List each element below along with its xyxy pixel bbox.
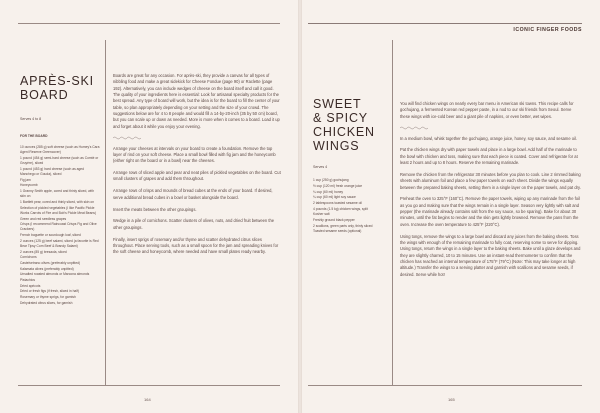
title-line: CHICKEN [313,125,375,139]
ingredient-item: 1 Granny Smith apple, cored and thinly sliced, with skin on [20,189,95,199]
ingredient-list-right [313,173,388,240]
intro-paragraphs [113,73,281,130]
body-paragraph: Arrange rows of crisps and mounds of bread cubes at the ends of your board. If desired, serve additional bread cubes in a bowl or basket alongside the board. [113,188,273,200]
title-line: BOARD [20,88,69,102]
bottom-rule-right [308,385,582,386]
ingredient-item: Dried apricots [20,283,41,288]
ingredient-item: Castelvetrano olives (preferably unpitted) [20,260,81,265]
column-divider-left [105,40,106,385]
right-body [400,101,582,284]
ingredient-item: Cornichons [20,255,37,260]
ingredient-item: 1 pound (454 g) semi-hard cheese (such as Comté or Gruyère), sliced [20,156,99,166]
ingredient-item: 1 cup (250 g) gochujang [313,178,349,183]
ingredient-items [313,178,388,234]
ingredient-item: 2 ounces (125 g) beef salami, sliced (a favorite is Red Bear Tipsy Corn Beef & Brandy Salami) [20,238,99,248]
body-paragraph: Finally, insert sprigs of rosemary and/or thyme and scatter dehydrated citrus slices throughout. Place serving tools, such as a small spoon for the jam and spreading knives for the soft cheese and honeycomb, where needed and have small plates ready nearby. [113,236,279,255]
ingredients-heading: FOR THE BOARD [20,134,48,139]
body-paragraph: Remove the chicken from the refrigerator 30 minutes before you plan to cook. Line 2 rimmed baking sheets with aluminum foil and place a few paper towels on each sheet. Divide the wings equally between the prepared baking sheets, setting them in a single layer on the paper towels, and pat dry. [400,171,581,190]
ingredient-item: Honeycomb [20,183,38,188]
page-number-left: 164 [144,397,151,402]
ingredient-item: 2 scallions, green parts only, thinly sliced [313,223,373,228]
body-paragraph: Using tongs, remove the wings to a large bowl and discard any juices from the baking sheets. Toss the wings with enough of the remaining marinade to fully coat, reserving some to serve for dipping. Using tongs, return the wings in a single layer to the baking sheets. Bake until a glaze develops and they are slightly charred, 10 to 15 minutes. Use an instant-read thermometer to confirm that the chicken has reached an internal temperature of 175°F (79°C) (Note: This may take longer at high altitude.) Transfer the wings to a serving platter and garnish with scallions and sesame seeds, if desired. Serve while hot! [400,233,581,277]
ingredient-item: Kalamata olives (preferably unpitted) [20,266,74,271]
ingredient-item: Green and red seedless grapes [20,216,67,221]
recipe-title-left [20,74,94,102]
ingredient-item: Rosemary or thyme sprigs, for garnish [20,295,76,300]
ingredient-item: Fig jam [20,177,31,182]
title-line: APRÈS-SKI [20,74,94,88]
ingredient-item: Dehydrated citrus slices, for garnish [20,300,73,305]
top-rule-left [18,23,280,24]
ingredient-item: 1 Bartlett pear, cored and thinly sliced, with skin on [20,199,95,204]
ingredient-items [20,145,100,306]
recipe-title-right [313,97,375,153]
intro-paragraph: You will find chicken wings on nearly every bar menu in American ski towns. This recipe calls for gochujang, a fermented Korean red pepper paste, in a nod to our ski friends from Seoul. Serve these wings with ice-cold beer and a giant pile of napkins, or even better, wet wipes. [400,101,574,119]
ingredient-item: Pistachios [20,278,36,283]
ingredient-item: 2 ounces (85 g) bresaola, sliced [20,249,67,254]
body-paragraph: Insert the meats between the other groupings. [113,206,197,212]
method-paragraphs [400,136,582,279]
ingredient-item: Kosher salt [313,212,330,217]
column-divider-right [392,40,393,385]
body-paragraph: Arrange your cheeses at intervals on your board to create a foundation. Remove the top layer of rind on your soft cheese. Place a small bowl filled with fig jam and the honeycomb (either right on the board or in a bowl) near the cheeses. [113,145,276,164]
ingredient-item: Freshly ground black pepper [313,218,355,223]
title-line: & SPICY [313,111,368,125]
body-paragraph: Boards are great for any occasion. For après-ski, they provide a canvas for all types of nibbling food and make a great sidekick for Cheese Fondue (page 90) or Raclette (page 192). Alternatively, you can include wedges of cheese on the board itself and call it good. The quality of your ingredients here is essential: Look for artisanal specialty products for the best spread. Any type of board will work, but the idea is for the board to fill the center of your table, so plan appropriately depending on your setting and the size of your crowd. The suggestions below are for 4 to 8 people and would fill a 14-by-20-inch (35 by 50 cm) board, but you can scale up or down as needed. More is more when it comes to a board. Load it up and forget about it while you enjoy your evening. [113,73,280,129]
serves-left: Serves 4 to 8 [20,117,42,121]
ingredient-item: ½ cup (120 ml) fresh orange juice [313,183,363,188]
page-number-right: 165 [448,397,455,402]
serves-right: Serves 4 [313,165,328,169]
ingredient-item: Unsalted roasted almonds or Marcona almonds [20,272,90,277]
title-line: SWEET [313,97,362,111]
left-body [113,73,281,261]
running-header-rule [308,23,582,24]
title-line: WINGS [313,139,360,153]
body-paragraph: Preheat the oven to 325°F (160°C). Remove the paper towels, wiping up any marinade from the foil as you go and making sure that the wings remain in a single layer. Season very lightly with salt and pepper (the marinade already contains salt from the soy sauce, so be sparing). Bake for about 30 minutes, until the fat begins to render and the skin gets lightly browned. Remove the pans from the oven. Increase the oven temperature to 425°F (220°C). [400,196,580,227]
running-header: ICONIC FINGER FOODS [513,27,582,33]
wavy-divider [113,136,141,140]
method-paragraphs [113,146,281,256]
bottom-rule-left [18,385,280,386]
ingredient-item: Crisps (I recommend Raincoast Crisps Fig and Olive Crackers) [20,222,97,232]
body-paragraph: Wedge in a pile of cornichons. Scatter clusters of olives, nuts, and dried fruit between the other groupings. [113,218,275,230]
wavy-divider [400,126,428,130]
ingredient-item: ¼ cup (60 ml) honey [313,189,344,194]
ingredient-list-left [20,129,100,312]
ingredient-item: 2 tablespoons toasted sesame oil [313,200,362,205]
body-paragraph: Arrange rows of sliced apple and pear and neat piles of pickled vegetables on the board. Cut small clusters of grapes and add them throughout. [113,170,281,182]
ingredient-item: ¼ cup (60 ml) light soy sauce [313,195,356,200]
body-paragraph: In a medium bowl, whisk together the gochujang, orange juice, honey, soy sauce, and sesame oil. [400,135,577,141]
ingredient-item: Toasted sesame seeds (optional) [313,229,362,234]
ingredient-item: Selection of pickled vegetables (I like Pacific Pickle Works Carrots of Fire and Bob's Pickle Meat Beans) [20,205,97,215]
ingredient-item: 1 pound (453 g) hard cheese (such as aged Manchego or Gouda), sliced [20,166,84,177]
body-paragraph: Pat the chicken wings dry with paper towels and place in a large bowl. Add half of the marinade to the bowl with chicken and toss, making sure that each piece is coated. Cover and refrigerate for at least 2 hours and up to 8 hours. Reserve the remaining marinade. [400,147,578,166]
ingredient-item: Dried or fresh figs (if fresh, sliced in half) [20,289,79,294]
ingredient-item: 4 pounds (1.5 kg) chicken wings, split [313,206,368,211]
ingredient-item: French baguette or sourdough loaf, sliced [20,233,81,238]
ingredient-item: 10 ounces (285 g) soft cheese (such as Humey's Cara Agenl Reserve Greencover) [20,145,100,155]
